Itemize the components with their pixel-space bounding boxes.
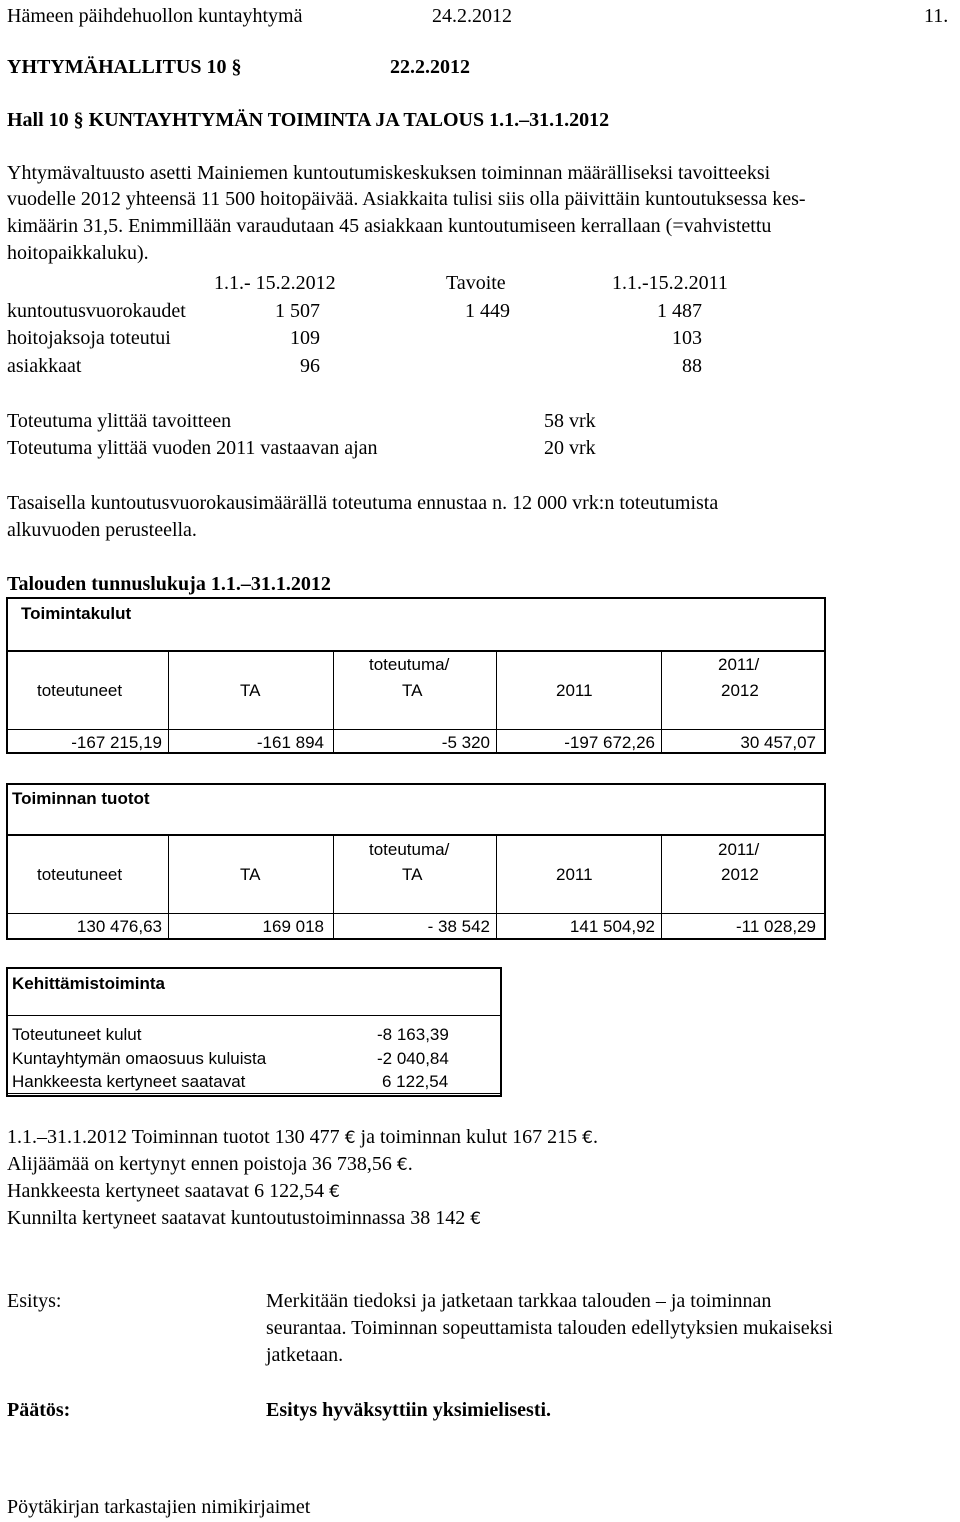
footer-initials: Pöytäkirjan tarkastajien nimikirjaimet (7, 1496, 311, 1518)
euro-symbol: € (344, 1128, 356, 1148)
development-row-value: 6 122,54 (382, 1072, 449, 1091)
costs-title: Toimintakulut (21, 604, 132, 623)
stats-value: 1 487 (657, 300, 702, 322)
costs-col-header: 2011 (556, 681, 593, 700)
stats-value: 1 507 (275, 300, 320, 322)
revenue-col-header: toteutuma/ (369, 840, 450, 859)
development-row-label: Hankkeesta kertyneet saatavat (12, 1072, 246, 1091)
proposal-line: Merkitään tiedoksi ja jatketaan tarkkaa talouden – ja toiminnan (266, 1290, 772, 1312)
revenue-col-header: 2011 (556, 865, 593, 884)
stats-value: 109 (290, 327, 320, 349)
costs-col-header: TA (240, 681, 261, 700)
development-row-label: Kuntayhtymän omaosuus kuluista (12, 1049, 267, 1068)
revenue-value: 169 018 (262, 917, 324, 936)
stats-value: 96 (300, 355, 320, 377)
excess-value: 20 vrk (544, 437, 596, 459)
summary-line: Alijäämää on kertynyt ennen poistoja 36 738,56 €. (7, 1153, 413, 1175)
revenue-value: -11 028,29 (735, 917, 816, 936)
stats-row-label: hoitojaksoja toteutui (7, 327, 171, 349)
forecast-line: alkuvuoden perusteella. (7, 519, 197, 541)
intro-line: vuodelle 2012 yhteensä 11 500 hoitopäivää. Asiakkaita tulisi siis olla päivittäin kuntoutuksessa kes- (7, 188, 806, 210)
stats-value: 88 (682, 355, 702, 377)
document-date: 24.2.2012 (432, 5, 512, 27)
stats-value: 1 449 (465, 300, 510, 322)
summary-line: 1.1.–31.1.2012 Toiminnan tuotot 130 477 € ja toiminnan kulut 167 215 €. (7, 1126, 598, 1148)
revenue-value: 141 504,92 (569, 917, 655, 936)
costs-col-header: 2012 (721, 681, 759, 700)
costs-value: -167 215,19 (71, 733, 162, 752)
stats-row-label: asiakkaat (7, 355, 82, 377)
intro-line: hoitopaikkaluku). (7, 242, 149, 264)
stats-header: 1.1.- 15.2.2012 (214, 272, 336, 294)
forecast-line: Tasaisella kuntoutusvuorokausimäärällä toteutuma ennustaa n. 12 000 vrk:n toteutumista (7, 492, 719, 514)
proposal-line: seurantaa. Toiminnan sopeuttamista talouden edellytyksien mukaiseksi (266, 1317, 833, 1339)
costs-value: -5 320 (441, 733, 490, 752)
stats-header: Tavoite (446, 272, 506, 294)
proposal-line: jatketaan. (266, 1344, 344, 1366)
costs-value: 30 457,07 (740, 733, 816, 752)
revenue-col-header: 2012 (721, 865, 759, 884)
euro-symbol: € (329, 1182, 340, 1202)
summary-line: Kunnilta kertyneet saatavat kuntoutustoiminnassa 38 142 € (7, 1207, 482, 1229)
board-date: 22.2.2012 (390, 56, 470, 78)
development-row-label: Toteutuneet kulut (12, 1025, 142, 1044)
costs-col-header: 2011/ (718, 655, 760, 674)
revenue-value: - 38 542 (427, 917, 490, 936)
costs-value: -161 894 (256, 733, 324, 752)
excess-value: 58 vrk (544, 410, 596, 432)
excess-label: Toteutuma ylittää vuoden 2011 vastaavan ajan (7, 437, 378, 459)
stats-header: 1.1.-15.2.2011 (612, 272, 728, 294)
euro-symbol: € (396, 1155, 408, 1175)
decision-label: Päätös: (7, 1399, 71, 1421)
revenue-col-header: TA (240, 865, 261, 884)
proposal-label: Esitys: (7, 1290, 62, 1312)
revenue-col-header: 2011/ (718, 840, 760, 859)
page-number: 11. (924, 5, 949, 27)
excess-label: Toteutuma ylittää tavoitteen (7, 410, 232, 432)
revenue-value: 130 476,63 (76, 917, 162, 936)
costs-col-header: toteutuneet (37, 681, 123, 700)
decision-text: Esitys hyväksyttiin yksimielisesti. (266, 1399, 552, 1421)
development-row-value: -8 163,39 (377, 1025, 449, 1044)
organization-name: Hämeen päihdehuollon kuntayhtymä (7, 5, 303, 27)
euro-symbol: € (582, 1128, 593, 1148)
board-heading: YHTYMÄHALLITUS 10 § (7, 56, 242, 78)
stats-row-label: kuntoutusvuorokaudet (7, 300, 186, 322)
development-title: Kehittämistoiminta (12, 974, 166, 993)
costs-col-header: TA (402, 681, 423, 700)
costs-value: -197 672,26 (564, 733, 655, 752)
revenue-col-header: TA (402, 865, 423, 884)
costs-col-header: toteutuma/ (369, 655, 450, 674)
summary-line: Hankkeesta kertyneet saatavat 6 122,54 € (7, 1180, 340, 1202)
finance-title: Talouden tunnuslukuja 1.1.–31.1.2012 (7, 573, 331, 595)
development-row-value: -2 040,84 (377, 1049, 449, 1068)
euro-symbol: € (470, 1209, 482, 1229)
stats-value: 103 (672, 327, 702, 349)
intro-line: Yhtymävaltuusto asetti Mainiemen kuntoutumiskeskuksen toiminnan määrälliseksi tavoitteeksi (7, 162, 771, 184)
intro-line: kimäärin 31,5. Enimmillään varaudutaan 45 asiakkaan kuntoutumiseen kerrallaan (=vahvistettu (7, 215, 772, 237)
revenue-col-header: toteutuneet (37, 865, 123, 884)
revenue-title: Toiminnan tuotot (12, 789, 150, 808)
item-heading: Hall 10 § KUNTAYHTYMÄN TOIMINTA JA TALOUS 1.1.–31.1.2012 (7, 109, 610, 131)
